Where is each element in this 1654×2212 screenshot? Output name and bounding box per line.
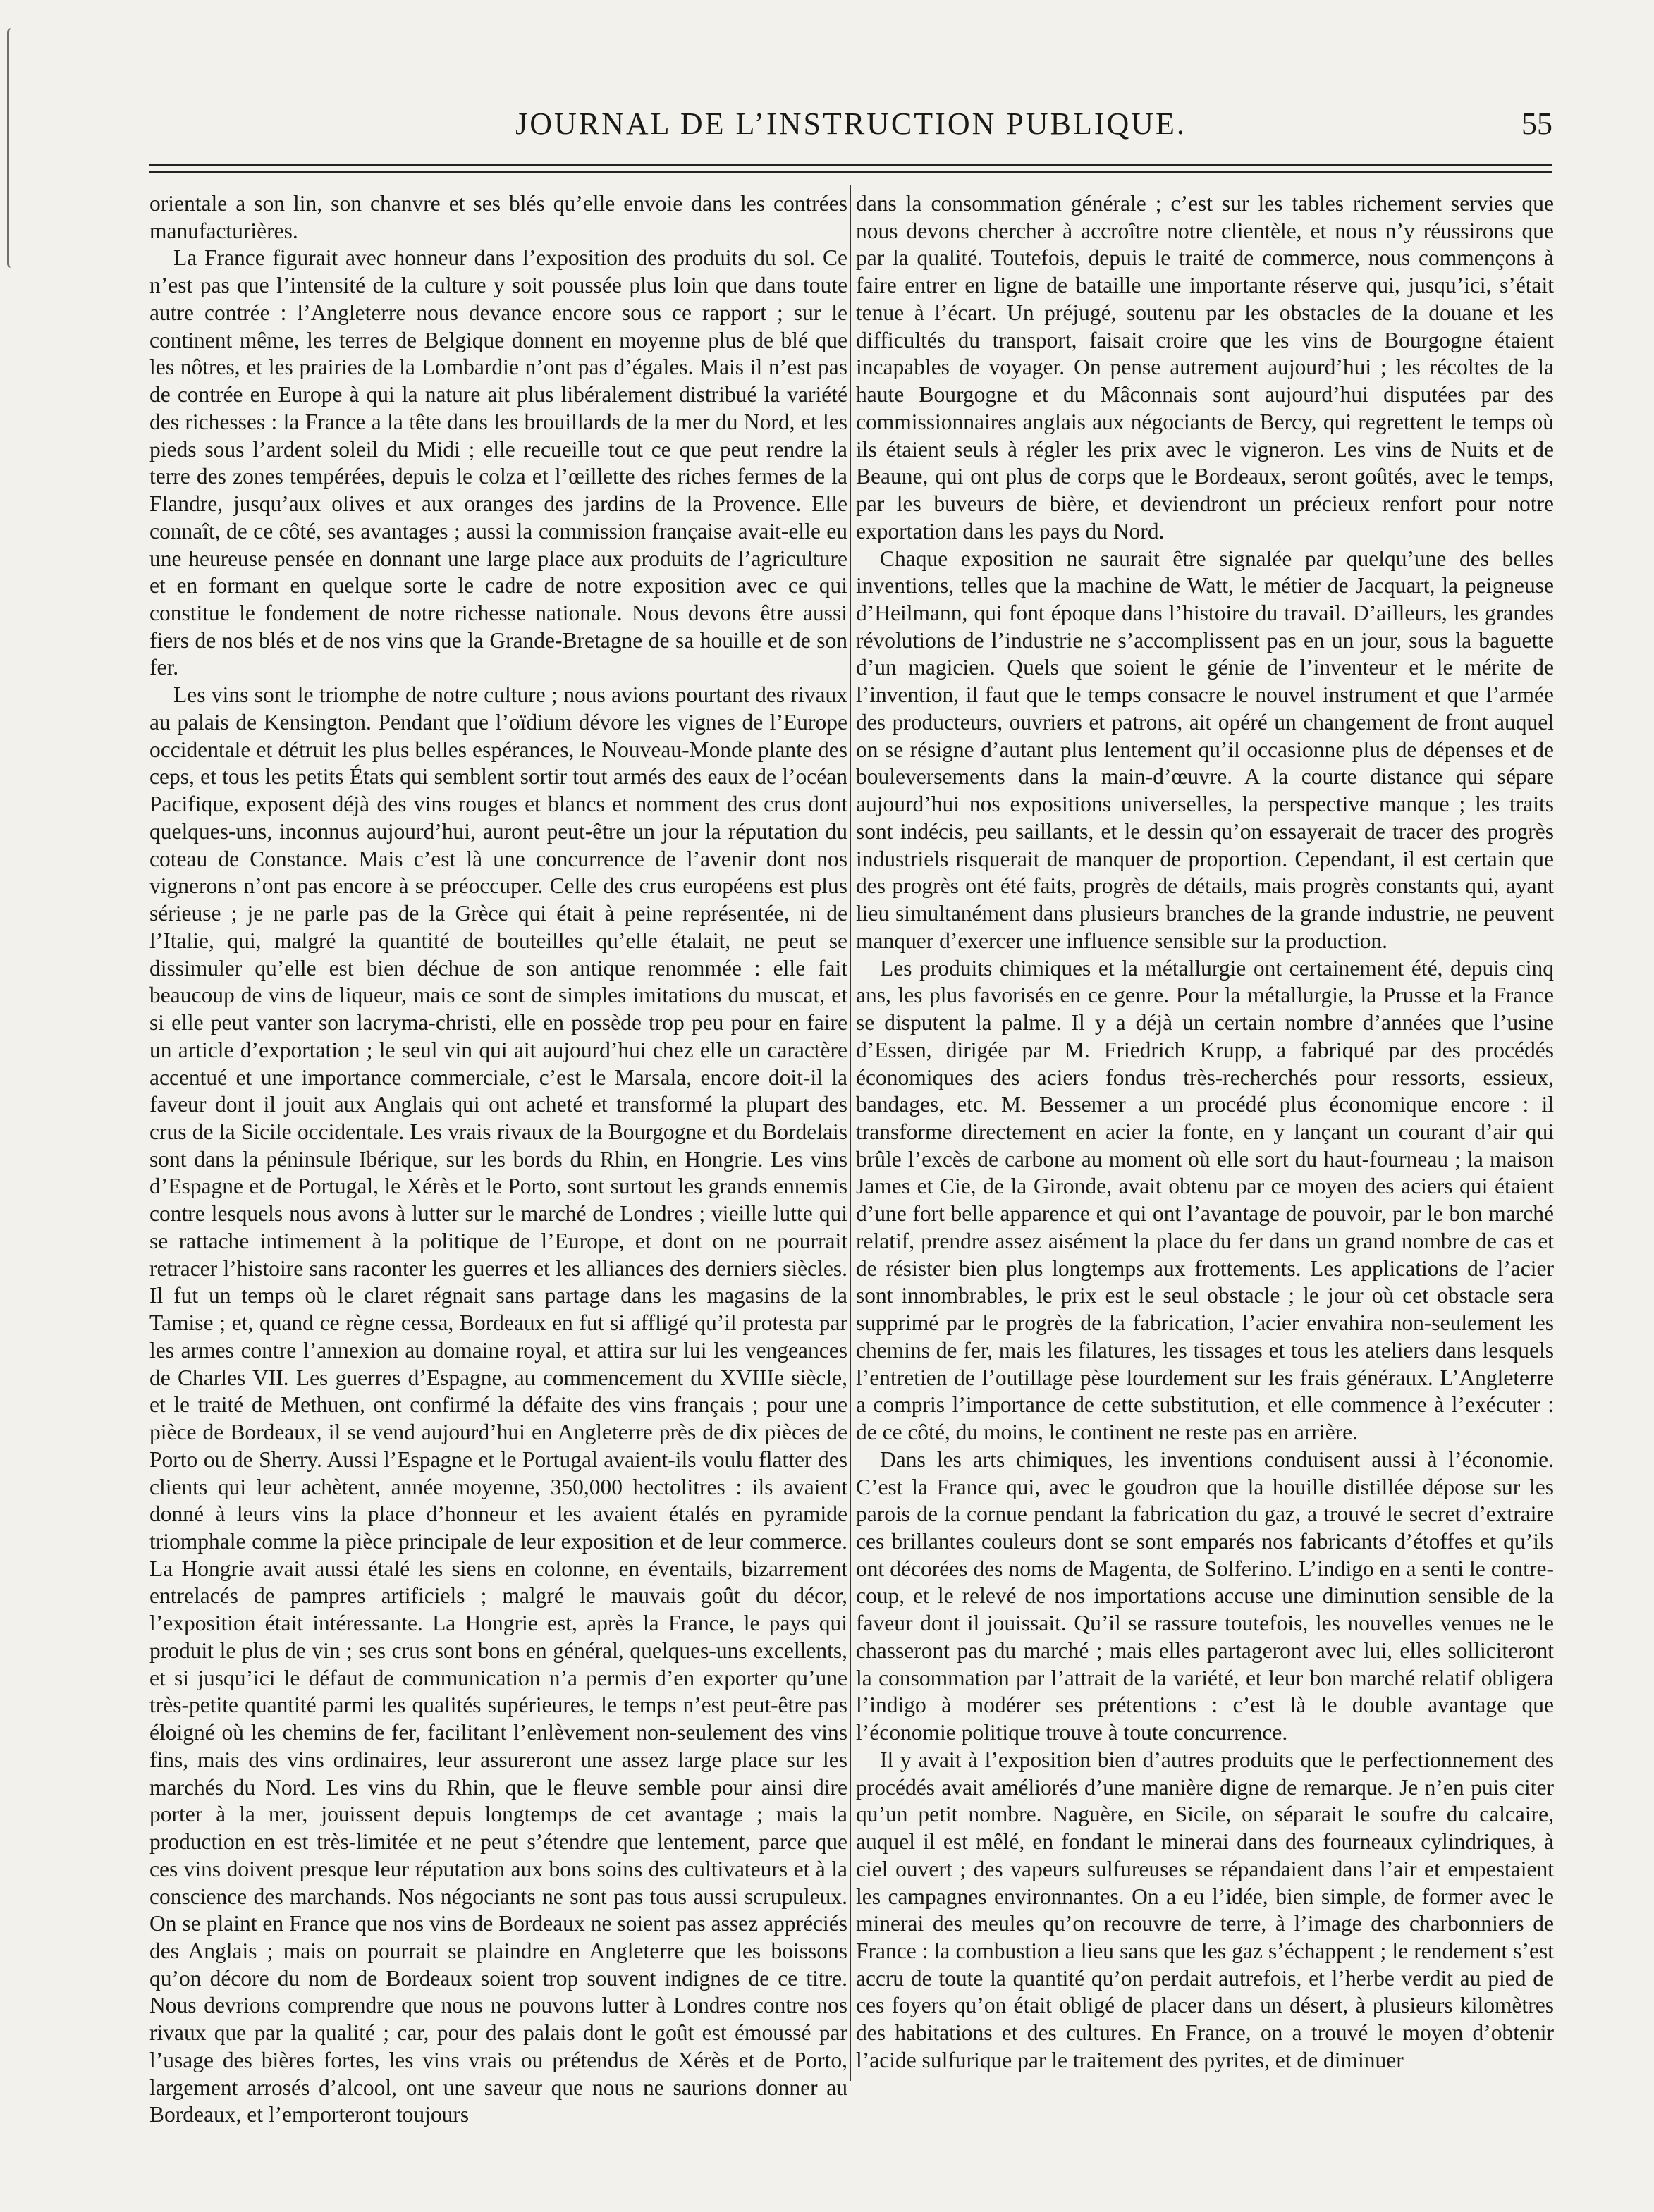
right-column: [856, 190, 1554, 2094]
left-column: [149, 190, 847, 2127]
paragraph: dans la consommation générale ; c’est sur les tables richement servies que nous devons chercher à accroître notre clientèle, et nous n’y réussirons que par la qualité. Toutefois, depuis le traité de commerce, nous commençons à faire entrer en ligne de bataille une importante réserve qui, jusqu’ici, s’était tenue à l’écart. Un préjugé, soutenu par les obstacles de la douane et les difficultés du transport, faisait croire que les vins de Bourgogne étaient incapables de voyager. On pense autrement aujourd’hui ; les récoltes de la haute Bourgogne et du Mâconnais sont aujourd’hui disputées par des commissionnaires anglais aux négociants de Bercy, qui regrettent le temps où ils étaient seuls à régler les prix avec le vigneron. Les vins de Nuits et de Beaune, qui ont plus de corps que le Bordeaux, seront goûtés, avec le temps, par les buveurs de bière, et deviendront un précieux renfort pour notre exportation dans les pays du Nord.: [856, 191, 1554, 543]
paragraph: Les vins sont le triomphe de notre culture ; nous avions pourtant des rivaux au palais de Kensington. Pendant que l’oïdium dévore les vignes de l’Europe occidentale et détruit les plus belles espérances, le Nouveau-Monde plante des ceps, et tous les petits États qui semblent sortir tout armés des eaux de l’océan Pacifique, exposent déjà des vins rouges et blancs et nomment des crus dont quelques-uns, inconnus aujourd’hui, auront peut-être un jour la réputation du coteau de Constance. Mais c’est là une concurrence de l’avenir dont nos vignerons n’ont pas encore à se préoccuper. Celle des crus européens est plus sérieuse ; je ne parle pas de la Grèce qui était à peine représentée, ni de l’Italie, qui, malgré la quantité de bouteilles qu’elle étalait, ne peut se dissimuler qu’elle est bien déchue de son antique renommée : elle fait beaucoup de vins de liqueur, mais ce sont de simples imitations du muscat, et si elle peut vanter son lacryma-christi, elle en possède trop peu pour en faire un article d’exportation ; le seul vin qui ait aujourd’hui chez elle un caractère accentué et une importance commerciale, c’est le Marsala, encore doit-il la faveur dont il jouit aux Anglais qui ont acheté et transformé la plupart des crus de la Sicile occidentale. Les vrais rivaux de la Bourgogne et du Bordelais sont dans la péninsule Ibérique, sur les bords du Rhin, en Hongrie. Les vins d’Espagne et de Portugal, le Xérès et le Porto, sont surtout les grands ennemis contre lesquels nous avons à lutter sur le marché de Londres ; vieille lutte qui se rattache intimement à la politique de l’Europe, et dont on ne pourrait retracer l’histoire sans raconter les guerres et les alliances des derniers siècles. Il fut un temps où le claret régnait sans partage dans les magasins de la Tamise ; et, quand ce règne cessa, Bordeaux en fut si affligé qu’il protesta par les armes contre l’annexion au domaine royal, et attira sur lui les vengeances de Charles VII. Les guerres d’Espagne, au commencement du XVIIIe siècle, et le traité de Methuen, ont confirmé la défaite des vins français ; pour une pièce de Bordeaux, il se vend aujourd’hui en Angleterre près de dix pièces de Porto ou de Sherry. Aussi l’Espagne et le Portugal avaient-ils voulu flatter des clients qui leur achètent, année moyenne, 350,000 hectolitres : ils avaient donné à leurs vins la place d’honneur et les avaient étalés en pyramide triomphale comme la pièce principale de leur exposition et de leur commerce. La Hongrie avait aussi étalé les siens en colonne, en éventails, bizarrement entrelacés de pampres artificiels ; malgré le mauvais goût du décor, l’exposition était intéressante. La Hongrie est, après la France, le pays qui produit le plus de vin ; ses crus sont bons en général, quelques-uns excellents, et si jusqu’ici le défaut de communication n’a permis d’en exporter qu’une très-petite quantité parmi les qualités supérieures, le temps n’est peut-être pas éloigné où les chemins de fer, facilitant l’enlèvement non-seulement des vins fins, mais des vins ordinaires, leur assureront une assez large place sur les marchés du Nord. Les vins du Rhin, que le fleuve semble pour ainsi dire porter à la mer, jouissent depuis longtemps de cet avantage ; mais la production en est très-limitée et ne peut s’étendre que lentement, parce que ces vins doivent presque leur réputation aux bons soins des cultivateurs et à la conscience des marchands. Nos négociants ne sont pas tous aussi scrupuleux. On se plaint en France que nos vins de Bordeaux ne soient pas assez appréciés des Anglais ; mais on pourrait se plaindre en Angleterre que les boissons qu’on décore du nom de Bordeaux soient trop souvent indignes de ce titre. Nous devrions comprendre que nous ne pouvons lutter à Londres contre nos rivaux que par la qualité ; car, pour des palais dont le goût est émoussé par l’usage des bières fortes, les vins vrais ou prétendus de Xérès et de Porto, largement arrosés d’alcool, ont une saveur que nous ne saurions donner au Bordeaux, et l’emporteront toujours: [149, 682, 847, 2127]
header-rule: [149, 164, 1552, 173]
page-header: [149, 106, 1552, 156]
paragraph: Les produits chimiques et la métallurgie ont certainement été, depuis cinq ans, les plus favorisés en ce genre. Pour la métallurgie, la Prusse et la France se disputent la palme. Il y a déjà un certain nombre d’années que l’usine d’Essen, dirigée par M. Friedrich Krupp, a fabriqué par des procédés économiques des aciers fondus très-recherchés pour ressorts, essieux, bandages, etc. M. Bessemer a un procédé plus économique encore : il transforme directement en acier la fonte, en y lançant un courant d’air qui brûle l’excès de carbone au moment où elle sort du haut-fourneau ; la maison James et Cie, de la Gironde, avait obtenu par ce moyen des aciers qui étaient d’une fort belle apparence et qui ont l’avantage de pouvoir, par le bon marché relatif, prendre assez aisément la place du fer dans un grand nombre de cas et de résister bien plus longtemps aux frottements. Les applications de l’acier sont innombrables, le prix est le seul obstacle ; le jour où cet obstacle sera supprimé par le progrès de la fabrication, l’acier envahira non-seulement les chemins de fer, mais les filatures, les tissages et tous les ateliers dans lesquels l’entretien de l’outillage pèse lourdement sur les frais généraux. L’Angleterre a compris l’importance de cette substitution, et elle commence à l’exécuter : de ce côté, du moins, le continent ne reste pas en arrière.: [856, 955, 1554, 1445]
page-number: 55: [1521, 106, 1552, 141]
paragraph: Il y avait à l’exposition bien d’autres produits que le perfectionnement des procédés avait améliorés d’une manière digne de remarque. Je n’en puis citer qu’un petit nombre. Naguère, en Sicile, on séparait le soufre du calcaire, auquel il est mêlé, en fondant le minerai dans des fourneaux cylindriques, à ciel ouvert ; des vapeurs sulfureuses se répandaient dans l’air et empestaient les campagnes environnantes. On a eu l’idée, bien simple, de former avec le minerai des meules qu’on recouvre de terre, à l’image des charbonniers de France : la combustion a lieu sans que les gaz s’échappent ; le rendement s’est accru de toute la quantité qu’on perdait autrefois, et l’herbe verdit au pied de ces foyers qu’on était obligé de placer dans un désert, à plusieurs kilomètres des habitations et des cultures. En France, on a trouvé le moyen d’obtenir l’acide sulfurique par le traitement des pyrites, et de diminuer: [856, 1747, 1554, 2072]
paragraph: Chaque exposition ne saurait être signalée par quelqu’une des belles inventions, telles que la machine de Watt, le métier de Jacquart, la peigneuse d’Heilmann, qui font époque dans l’histoire du travail. D’ailleurs, les grandes révolutions de l’industrie ne s’accomplissent pas en un jour, sous la baguette d’un magicien. Quels que soient le génie de l’inventeur et le mérite de l’invention, il faut que le temps consacre le nouvel instrument et que l’armée des producteurs, ouvriers et patrons, ait opéré un changement de front auquel on se résigne d’autant plus lentement qu’il occasionne plus de dépenses et de bouleversements dans la main-d’œuvre. A la courte distance qui sépare aujourd’hui nos expositions universelles, la perspective manque ; les traits sont indécis, peu saillants, et le dessin qu’on essayerait de tracer des progrès industriels risquerait de manquer de proportion. Cependant, il est certain que des progrès ont été faits, progrès de détails, mais progrès constants qui, ayant lieu simultanément dans plusieurs branches de la grande industrie, ne peuvent manquer d’exercer une influence sensible sur la production.: [856, 546, 1554, 953]
paragraph: La France figurait avec honneur dans l’exposition des produits du sol. Ce n’est pas que l’intensité de la culture y soit poussée plus loin que dans toute autre contrée : l’Angleterre nous devance encore sous ce rapport ; sur le continent même, les terres de Belgique donnent en moyenne plus de blé que les nôtres, et les prairies de la Lombardie n’ont pas d’égales. Mais il n’est pas de contrée en Europe à qui la nature ait plus libéralement distribué la variété des richesses : la France a la tête dans les brouillards de la mer du Nord, et les pieds sous l’ardent soleil du Midi ; elle recueille tout ce que peut rendre la terre des zones tempérées, depuis le colza et l’œillette des riches fermes de la Flandre, jusqu’aux olives et aux oranges des jardins de la Provence. Elle connaît, de ce côté, ses avantages ; aussi la commission française avait-elle eu une heureuse pensée en donnant une large place aux produits de l’agriculture et en formant en quelque sorte le cadre de notre exposition avec ce qui constitue le fondement de notre richesse nationale. Nous devons être aussi fiers de nos blés et de nos vins que la Grande-Bretagne de sa houille et de son fer.: [149, 245, 847, 680]
paragraph: Dans les arts chimiques, les inventions conduisent aussi à l’économie. C’est la France qui, avec le goudron que la houille distillée dépose sur les parois de la cornue pendant la fabrication du gaz, a trouvé le secret d’extraire ces brillantes couleurs dont se sont emparés nos fabricants d’étoffes et qu’ils ont décorées des noms de Magenta, de Solferino. L’indigo en a senti le contre-coup, et le relevé de nos importations accuse une diminution sensible de la faveur dont il jouissait. Qu’il se rassure toutefois, les nouvelles venues ne le chasseront pas du marché ; mais elles partageront avec lui, elles solliciteront la consommation par l’attrait de la variété, et leur bon marché relatif obligera l’indigo à modérer ses prétentions : c’est là le double avantage que l’économie politique trouve à toute concurrence.: [856, 1446, 1554, 1745]
paragraph: orientale a son lin, son chanvre et ses blés qu’elle envoie dans les contrées manufacturières.: [149, 191, 847, 243]
running-head: JOURNAL DE L’INSTRUCTION PUBLIQUE.: [515, 106, 1187, 141]
column-divider: [850, 185, 851, 2081]
binding-mark: [7, 28, 16, 268]
